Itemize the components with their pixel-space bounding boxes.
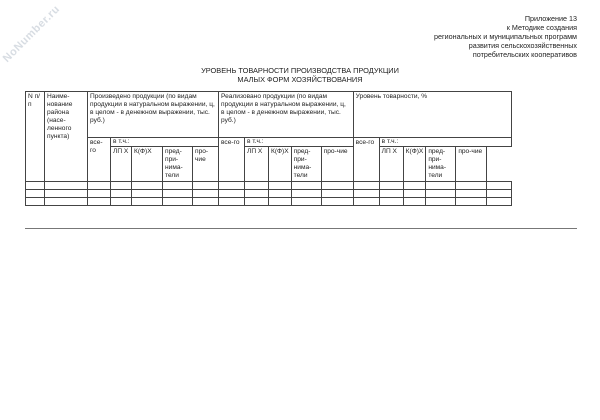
- table-row: [26, 181, 512, 189]
- header-produced: Произведено продукции (по видам продукции в натуральном выражении, ц, в целом - в денежном выражении, тыс. руб.): [88, 92, 219, 138]
- header-lphx: ЛП Х: [379, 146, 403, 181]
- header-including: в т.ч.:: [111, 138, 219, 147]
- title-line: УРОВЕНЬ ТОВАРНОСТИ ПРОИЗВОДСТВА ПРОДУКЦИИ: [201, 66, 399, 75]
- commodity-level-table: [25, 91, 512, 206]
- header-number: N п/п: [26, 92, 45, 182]
- header-including: в т.ч.:: [245, 138, 354, 147]
- header-entrepreneurs: пред-при-нима-тели: [291, 146, 321, 181]
- header-entrepreneurs: пред-при-нима-тели: [426, 146, 456, 181]
- header-total: все-го: [88, 138, 111, 182]
- appendix-line: развития сельскохозяйственных: [468, 41, 577, 50]
- header-sold: Реализовано продукции (по видам продукции в натуральном выражении, ц, в целом - в денежном выражении, тыс. руб.): [219, 92, 354, 138]
- header-others: про-чие: [193, 146, 219, 181]
- appendix-line: региональных и муниципальных программ: [434, 32, 577, 41]
- title-line: МАЛЫХ ФОРМ ХОЗЯЙСТВОВАНИЯ: [237, 74, 363, 84]
- table-row: [26, 197, 512, 205]
- header-lphx: ЛП Х: [245, 146, 269, 181]
- header-commodity-level: Уровень товарности, %: [353, 92, 512, 138]
- table-row: [26, 189, 512, 197]
- header-including: в т.ч.:: [379, 138, 512, 147]
- header-others: про-чие: [321, 146, 353, 181]
- appendix-note: [434, 14, 577, 59]
- header-kfh: К(Ф)Х: [269, 146, 292, 181]
- document-title: [0, 67, 600, 84]
- header-district: Наиме-нование района (насе-ленного пункта): [45, 92, 88, 182]
- header-entrepreneurs: пред-при-нима-тели: [163, 146, 193, 181]
- header-total: все-го: [353, 138, 379, 182]
- header-kfh: К(Ф)Х: [403, 146, 426, 181]
- header-others: про-чие: [456, 146, 487, 181]
- appendix-line: Приложение 13: [524, 14, 577, 23]
- page-divider: [25, 228, 577, 229]
- header-kfh: К(Ф)Х: [132, 146, 163, 181]
- watermark: NoNumber.ru: [0, 3, 63, 65]
- header-lphx: ЛП Х: [111, 146, 132, 181]
- header-total: все-го: [219, 138, 245, 182]
- appendix-line: к Методике создания: [506, 23, 577, 32]
- appendix-line: потребительских кооперативов: [472, 50, 577, 59]
